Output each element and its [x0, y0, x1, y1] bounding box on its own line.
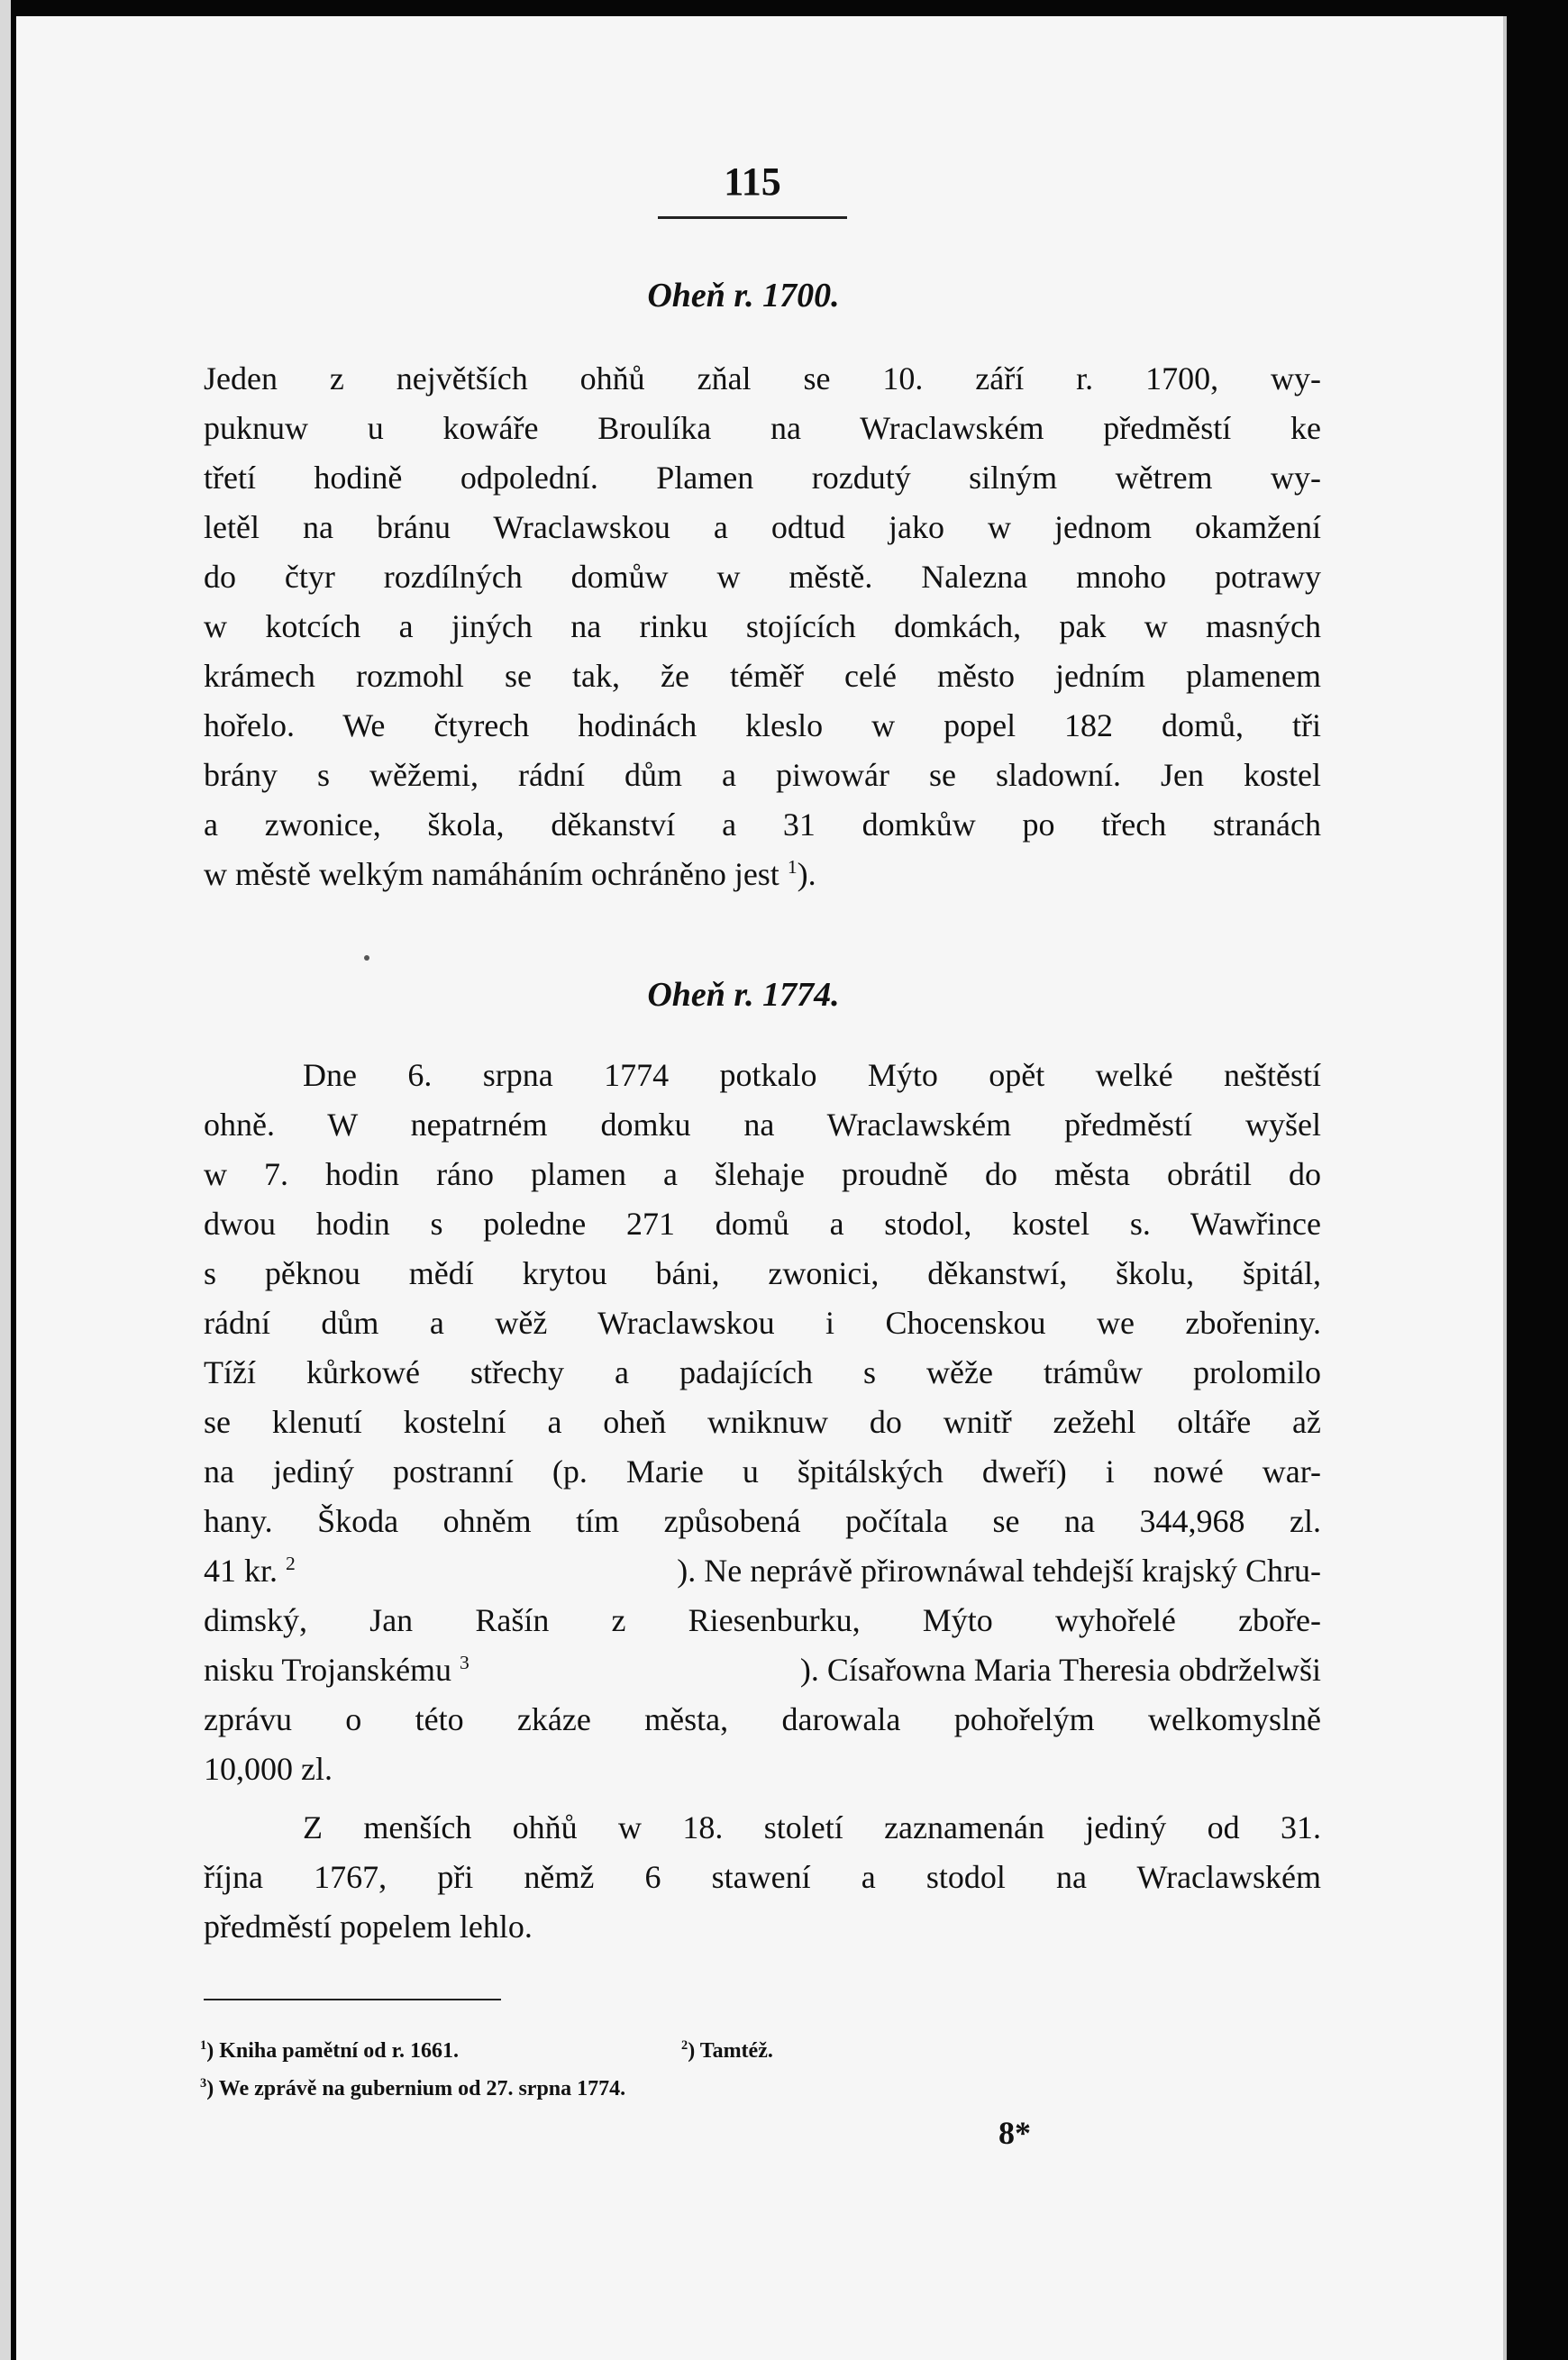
- page-right-border: [1503, 16, 1507, 2360]
- text-line: [204, 1554, 1321, 1587]
- text-fragment: ).: [797, 856, 816, 892]
- text-line: ohně. W nepatrném domku na Wraclawském předměstí wyšel: [204, 1107, 1321, 1143]
- text-line: zprávu o této zkáze města, darowala pohořelým welkomyslně: [204, 1701, 1321, 1737]
- signature-mark: 8*: [998, 2115, 1031, 2151]
- text-line: Dne 6. srpna 1774 potkalo Mýto opět welké neštěstí: [303, 1057, 1321, 1093]
- text-line: [204, 1654, 1321, 1686]
- scan-left-edge: [0, 0, 11, 2360]
- text-fragment: w městě welkým namáháním ochráněno jest: [204, 856, 779, 892]
- stray-mark: [364, 955, 369, 961]
- text-line-last: [204, 858, 816, 890]
- text-line: puknuw u kowáře Broulíka na Wraclawském předměstí ke: [204, 410, 1321, 446]
- footnote-ref-2: 2: [286, 1553, 296, 1574]
- footnote-text: ) Kniha pamětní od r. 1661.: [206, 2039, 460, 2063]
- text-line: a zwonice, škola, děkanství a 31 domkůw po třech stranách: [204, 806, 1321, 843]
- text-fragment: nisku Trojanskému: [204, 1652, 452, 1688]
- text-line: rádní dům a wěž Wraclawskou i Chocenskou we zbořeniny.: [204, 1305, 1321, 1341]
- text-line: s pěknou mědí krytou báni, zwonici, děkanstwí, školu, špitál,: [204, 1255, 1321, 1291]
- text-fragment: ). Ne neprávě přirownáwal tehdejší krajský Chru-: [677, 1553, 1321, 1589]
- text-line: w 7. hodin ráno plamen a šlehaje proudně do města obrátil do: [204, 1156, 1321, 1192]
- section-heading-1700: Oheň r. 1700.: [647, 277, 840, 314]
- text-line: 10,000 zl.: [204, 1751, 333, 1787]
- text-fragment: [204, 1554, 296, 1587]
- text-line: dimský, Jan Rašín z Riesenburku, Mýto wyhořelé zboře-: [204, 1602, 1321, 1638]
- text-line: brány s wěžemi, rádní dům a piwowár se sladowní. Jen kostel: [204, 757, 1321, 793]
- text-line: do čtyr rozdílných domůw w městě. Nalezna mnoho potrawy: [204, 559, 1321, 595]
- footnote-ref-3: 3: [460, 1652, 469, 1673]
- page-number: 115: [724, 159, 781, 204]
- text-line: hořelo. We čtyrech hodinách kleslo w popel 182 domů, tři: [204, 707, 1321, 743]
- text-line: hany. Škoda ohněm tím způsobená počítala se na 344,968 zl.: [204, 1503, 1321, 1539]
- footnote-mark: 3: [200, 2076, 207, 2091]
- footnote-ref-1: 1: [787, 856, 798, 878]
- text-line: letěl na bránu Wraclawskou a odtud jako w jednom okamžení: [204, 509, 1321, 545]
- footnote-2: [681, 2038, 773, 2064]
- text-line: se klenutí kostelní a oheň wniknuw do wnitř zežehl oltáře až: [204, 1404, 1321, 1440]
- text-line: w kotcích a jiných na rinku stojících domkách, pak w masných: [204, 608, 1321, 644]
- text-fragment: ). Císařowna Maria Theresia obdrželwši: [799, 1652, 1321, 1688]
- text-line: třetí hodině odpolední. Plamen rozdutý silným wětrem wy-: [204, 460, 1321, 496]
- footnote-mark: 1: [200, 2038, 207, 2053]
- page-number-rule: [658, 216, 847, 219]
- text-line: na jediný postranní (p. Marie u špitálských dweří) i nowé war-: [204, 1453, 1321, 1490]
- section-heading-1774: Oheň r. 1774.: [647, 976, 840, 1014]
- text-line: Tíží kůrkowé střechy a padajících s wěže trámůw prolomilo: [204, 1354, 1321, 1390]
- footnote-mark: 2: [681, 2038, 688, 2053]
- footnote-text: ) We zprávě na gubernium od 27. srpna 1774.: [206, 2077, 626, 2100]
- text-line: října 1767, při němž 6 stawení a stodol na Wraclawském: [204, 1859, 1321, 1895]
- text-line: dwou hodin s poledne 271 domů a stodol, kostel s. Wawřince: [204, 1206, 1321, 1242]
- footnote-1: [200, 2038, 459, 2064]
- footnote-text: ) Tamtéž.: [688, 2039, 773, 2063]
- footnote-3: [200, 2076, 625, 2101]
- text-line: Jeden z největších ohňů zňal se 10. září r. 1700, wy-: [204, 360, 1321, 396]
- text-line: předměstí popelem lehlo.: [204, 1909, 533, 1945]
- text-line: krámech rozmohl se tak, že téměř celé město jedním plamenem: [204, 658, 1321, 694]
- text-line: Z menších ohňů w 18. století zaznamenán jediný od 31.: [303, 1809, 1321, 1845]
- text-fragment: 41 kr.: [204, 1553, 278, 1589]
- footnote-rule: [204, 1999, 501, 2000]
- text-fragment: [204, 1654, 469, 1686]
